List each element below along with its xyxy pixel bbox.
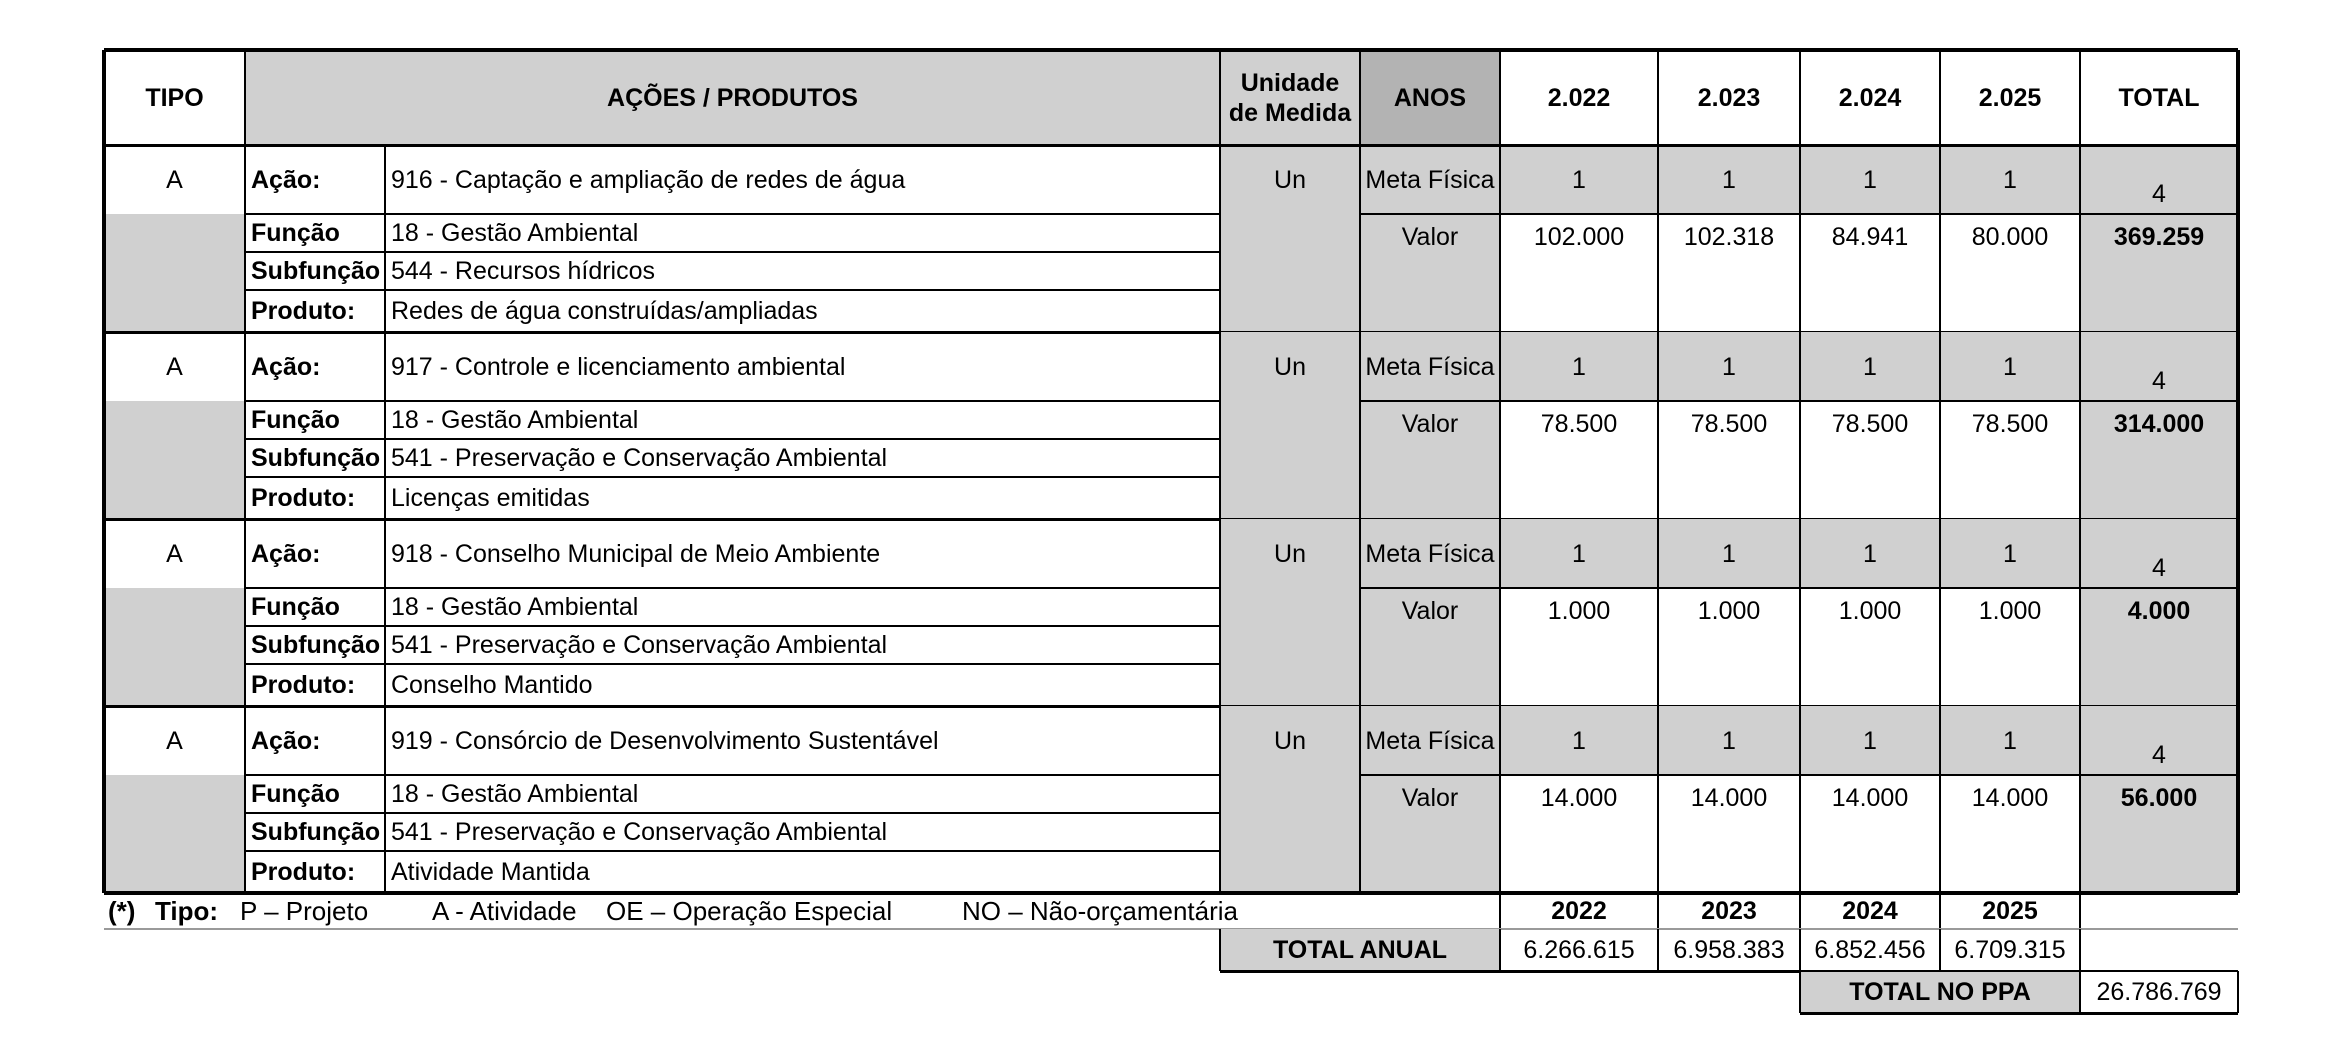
valor-year-value: 1.000 [1547, 597, 1611, 625]
column-line [244, 50, 246, 893]
label-acao: Ação: [251, 352, 321, 381]
valor-year-value: 1.000 [1978, 597, 2042, 625]
label-acao: Ação: [251, 539, 321, 568]
row-line [245, 812, 1220, 814]
tipo-gray-area [104, 401, 245, 519]
header-acoes-produtos: AÇÕES / PRODUTOS [607, 83, 858, 112]
meta-year-value: 1 [1572, 352, 1586, 381]
total-anual-value: 6.958.383 [1673, 936, 1785, 964]
header-year: 2.024 [1838, 83, 1902, 112]
table-left-border [102, 50, 106, 893]
row-line [245, 289, 1220, 291]
unidade-value: Un [1274, 165, 1306, 194]
total-anual-value: 6.852.456 [1814, 936, 1926, 964]
tipo-value: A [166, 352, 183, 381]
meta-year-value: 1 [1572, 726, 1586, 755]
unidade-value: Un [1274, 726, 1306, 755]
total-anual-column-line [1657, 929, 1659, 971]
total-anual-value: 6.709.315 [1954, 936, 2066, 964]
legend-projeto: P – Projeto [240, 896, 369, 926]
row-line [245, 587, 1220, 589]
meta-year-value: 1 [2003, 165, 2017, 194]
total-ppa-value: 26.786.769 [2096, 978, 2222, 1006]
header-year: 2.023 [1697, 83, 1761, 112]
meta-year-value: 1 [1863, 539, 1877, 568]
valor-total: 56.000 [2120, 784, 2198, 812]
label-funcao: Função [251, 406, 340, 434]
column-line [1799, 50, 1801, 893]
label-produto: Produto: [251, 858, 356, 886]
valor-total: 369.259 [2113, 223, 2205, 251]
row-line [245, 625, 1220, 627]
label-funcao: Função [251, 780, 340, 808]
column-line [2079, 50, 2081, 893]
valor-year-value: 14.000 [1831, 784, 1909, 812]
footer-year: 2024 [1842, 897, 1898, 925]
valor-total: 314.000 [2113, 410, 2205, 438]
valor-year-value: 78.500 [1831, 410, 1909, 438]
label-valor: Valor [1401, 784, 1459, 812]
footer-column-line [1799, 893, 1801, 929]
footer-year: 2022 [1551, 897, 1607, 925]
header-total: TOTAL [2118, 83, 2200, 112]
meta-total: 4 [2152, 367, 2166, 395]
header-bottom-border [104, 144, 2238, 147]
meta-year-value: 1 [1863, 726, 1877, 755]
subfuncao-value: 541 - Preservação e Conservação Ambiental [391, 444, 888, 472]
tipo-gray-area [104, 214, 245, 332]
meta-year-value: 1 [1722, 165, 1736, 194]
funcao-value: 18 - Gestão Ambiental [391, 406, 639, 434]
footer-column-line [2079, 893, 2081, 929]
valor-year-value: 14.000 [1971, 784, 2049, 812]
total-anual-column-line [1219, 929, 1221, 971]
total-ppa-column-line [1799, 971, 1801, 1013]
row-line [245, 476, 1220, 478]
funcao-value: 18 - Gestão Ambiental [391, 780, 639, 808]
footer-column-line [1657, 893, 1659, 929]
meta-total: 4 [2152, 741, 2166, 769]
row-line [245, 663, 1220, 665]
meta-year-value: 1 [1722, 352, 1736, 381]
valor-year-value: 78.500 [1540, 410, 1618, 438]
acao-description: 917 - Controle e licenciamento ambiental [391, 352, 846, 381]
label-subfuncao: Subfunção [251, 818, 381, 846]
label-meta-fisica: Meta Física [1365, 539, 1495, 568]
table-right-border [2236, 50, 2240, 893]
label-meta-fisica: Meta Física [1365, 726, 1495, 755]
label-subfuncao: Subfunção [251, 257, 381, 285]
label-produto: Produto: [251, 297, 356, 325]
header-tipo: TIPO [145, 83, 204, 112]
column-line [1939, 50, 1941, 893]
valor-year-value: 14.000 [1540, 784, 1618, 812]
valor-year-value: 84.941 [1831, 223, 1909, 251]
unidade-value: Un [1274, 352, 1306, 381]
meta-year-value: 1 [1572, 539, 1586, 568]
label-funcao: Função [251, 593, 340, 621]
total-anual-column-line [2079, 929, 2081, 971]
acao-description: 919 - Consórcio de Desenvolvimento Sustentável [391, 726, 939, 755]
produto-value: Conselho Mantido [391, 671, 593, 699]
valor-year-value: 80.000 [1971, 223, 2049, 251]
row-line [245, 438, 1220, 440]
funcao-value: 18 - Gestão Ambiental [391, 219, 639, 247]
meta-year-value: 1 [1722, 539, 1736, 568]
produto-value: Atividade Mantida [391, 858, 590, 886]
row-line [245, 400, 1220, 402]
meta-year-value: 1 [1863, 352, 1877, 381]
total-anual-column-line [1939, 929, 1941, 971]
meta-year-value: 1 [1572, 165, 1586, 194]
header-unidade-line1: Unidade [1240, 68, 1340, 97]
label-produto: Produto: [251, 671, 356, 699]
label-subfuncao: Subfunção [251, 444, 381, 472]
acao-description: 918 - Conselho Municipal de Meio Ambiente [391, 539, 881, 568]
meta-year-value: 1 [1863, 165, 1877, 194]
label-produto: Produto: [251, 484, 356, 512]
total-ppa-bottom [1800, 1012, 2238, 1015]
label-valor: Valor [1401, 597, 1459, 625]
tipo-gray-area [104, 775, 245, 893]
row-line [245, 251, 1220, 253]
tipo-value: A [166, 539, 183, 568]
footer-year: 2025 [1982, 897, 2038, 925]
total-anual-label: TOTAL ANUAL [1272, 936, 1448, 964]
label-valor: Valor [1401, 410, 1459, 438]
tipo-gray-area [104, 588, 245, 706]
label-valor: Valor [1401, 223, 1459, 251]
produto-value: Licenças emitidas [391, 484, 590, 512]
column-line [1359, 50, 1361, 893]
subfuncao-value: 541 - Preservação e Conservação Ambiental [391, 818, 888, 846]
column-line [1499, 50, 1501, 893]
footer-column-line [1499, 893, 1501, 929]
legend-nao-orcamentaria: NO – Não-orçamentária [962, 896, 1238, 926]
legend-asterisk: (*) [108, 896, 136, 926]
row-line [245, 850, 1220, 852]
unidade-value: Un [1274, 539, 1306, 568]
label-meta-fisica: Meta Física [1365, 352, 1495, 381]
total-ppa-column-line [2079, 971, 2081, 1013]
footer-year: 2023 [1701, 897, 1757, 925]
valor-year-value: 102.000 [1533, 223, 1625, 251]
label-subfuncao: Subfunção [251, 631, 381, 659]
produto-value: Redes de água construídas/ampliadas [391, 297, 818, 325]
subfuncao-value: 541 - Preservação e Conservação Ambiental [391, 631, 888, 659]
header-year: 2.025 [1978, 83, 2042, 112]
valor-year-value: 1.000 [1838, 597, 1902, 625]
total-ppa-top [1800, 970, 2238, 972]
meta-year-value: 1 [2003, 726, 2017, 755]
subfuncao-value: 544 - Recursos hídricos [391, 257, 656, 285]
legend-tipo-label: Tipo: [155, 896, 219, 926]
label-meta-fisica: Meta Física [1365, 165, 1495, 194]
meta-total: 4 [2152, 554, 2166, 582]
header-unidade-line2: de Medida [1228, 98, 1352, 127]
label-acao: Ação: [251, 165, 321, 194]
total-anual-value: 6.266.615 [1523, 936, 1635, 964]
legend-atividade: A - Atividade [432, 896, 577, 926]
column-line [1657, 50, 1659, 893]
total-ppa-label: TOTAL NO PPA [1849, 978, 2031, 1006]
valor-total: 4.000 [2127, 597, 2191, 625]
funcao-value: 18 - Gestão Ambiental [391, 593, 639, 621]
total-ppa-column-line [2237, 971, 2239, 1013]
tipo-value: A [166, 165, 183, 194]
valor-year-value: 102.318 [1683, 223, 1775, 251]
valor-year-value: 78.500 [1971, 410, 2049, 438]
valor-year-value: 1.000 [1697, 597, 1761, 625]
header-year: 2.022 [1547, 83, 1611, 112]
meta-total: 4 [2152, 180, 2166, 208]
meta-year-value: 1 [2003, 539, 2017, 568]
total-anual-column-line [1799, 929, 1801, 971]
valor-year-value: 14.000 [1690, 784, 1768, 812]
total-anual-column-line [1499, 929, 1501, 971]
row-line [245, 774, 1220, 776]
header-anos: ANOS [1393, 83, 1467, 112]
label-acao: Ação: [251, 726, 321, 755]
table-top-border [104, 48, 2238, 52]
acao-description: 916 - Captação e ampliação de redes de água [391, 165, 906, 194]
tipo-value: A [166, 726, 183, 755]
column-line [384, 145, 386, 893]
valor-year-value: 78.500 [1690, 410, 1768, 438]
label-funcao: Função [251, 219, 340, 247]
legend-operacao-especial: OE – Operação Especial [606, 896, 893, 926]
row-line [245, 213, 1220, 215]
meta-year-value: 1 [1722, 726, 1736, 755]
footer-column-line [1939, 893, 1941, 929]
column-line [1219, 50, 1221, 893]
meta-year-value: 1 [2003, 352, 2017, 381]
header-unidade-de-medida [1220, 50, 1360, 145]
